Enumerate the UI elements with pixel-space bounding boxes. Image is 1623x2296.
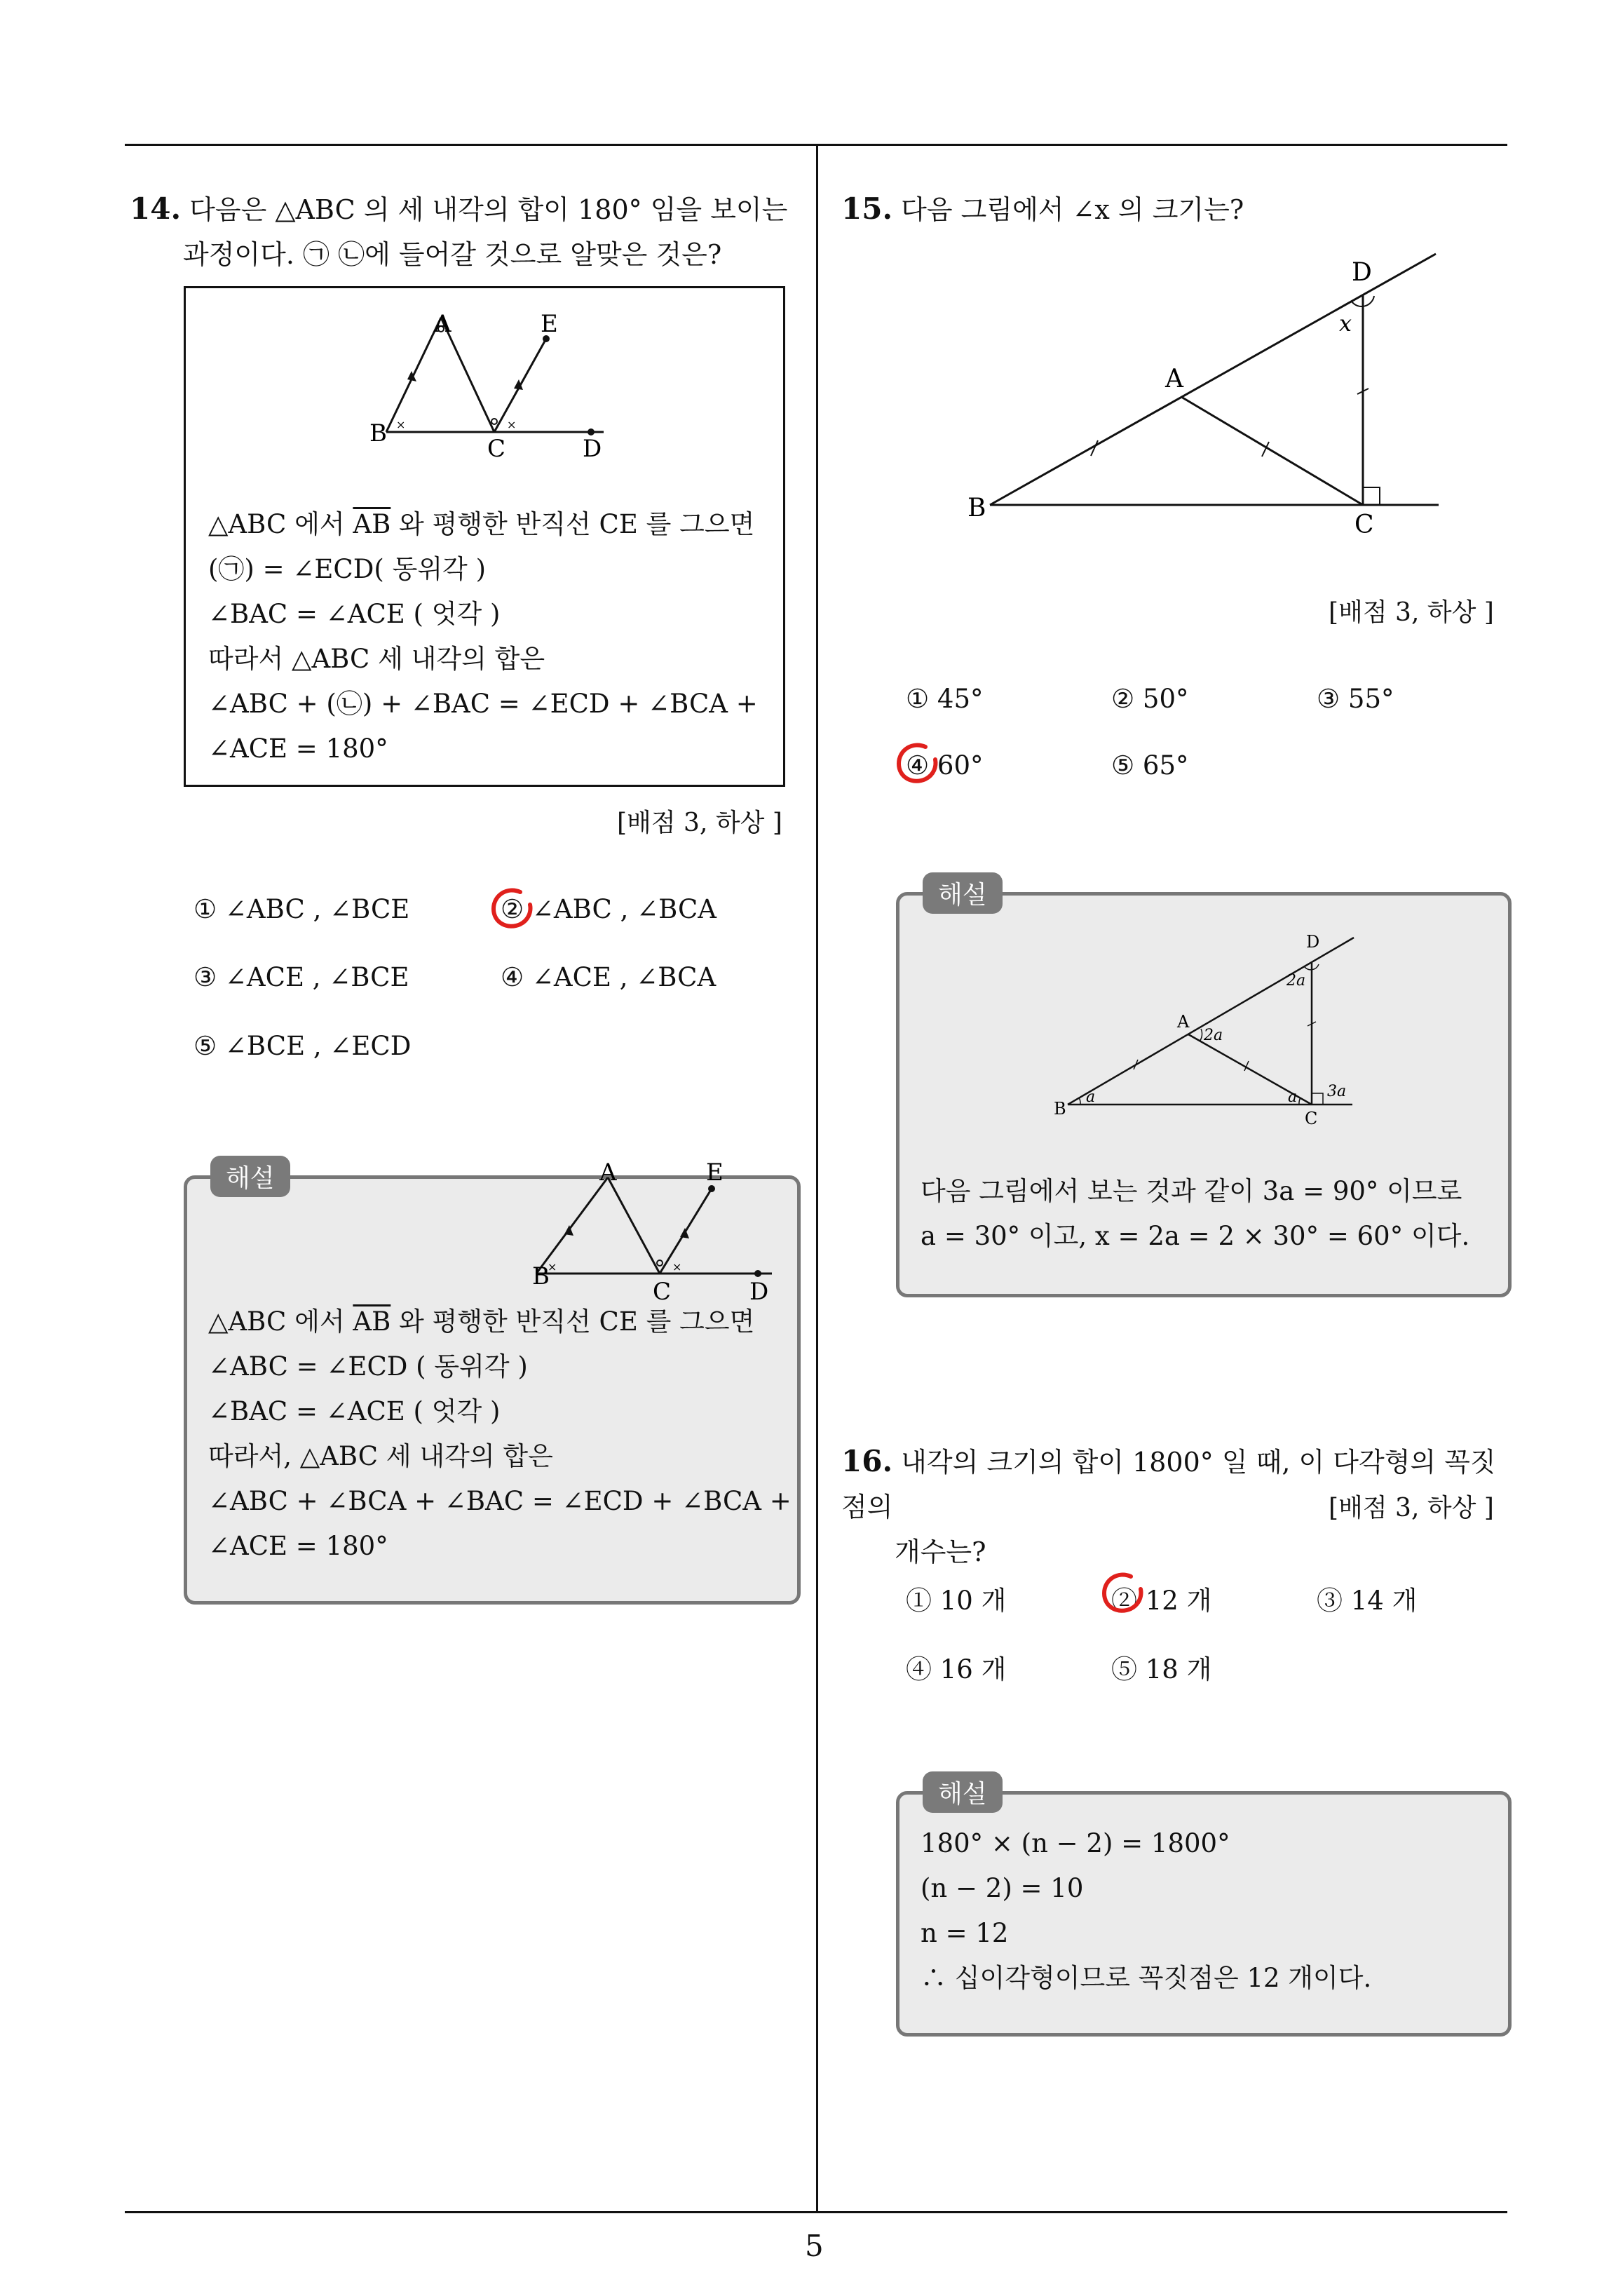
q14-box-line4: 따라서 △ABC 세 내각의 합은: [208, 644, 545, 674]
q15-option-1[interactable]: ① 45°: [906, 684, 984, 714]
q14-score: [배점 3, 하상 ]: [617, 809, 782, 837]
q14-sol-fig-label-D: D: [749, 1278, 769, 1306]
q16-option-4[interactable]: ④ 16 개: [906, 1654, 1007, 1684]
q15-text: 다음 그림에서 ∠x 의 크기는?: [901, 194, 1244, 225]
q14-box-line3: ∠BAC = ∠ACE ( 엇각 ): [208, 599, 501, 629]
q15-fig-label-A: A: [1165, 365, 1183, 393]
q14-answer-mark-icon: [487, 884, 537, 934]
q15-score: [배점 3, 하상 ]: [1329, 598, 1494, 627]
q15-sol-fig-label-C: C: [1305, 1109, 1318, 1128]
q14-option-1[interactable]: ① ∠ABC , ∠BCE: [193, 894, 410, 924]
q15-sol-fig-label-3a: 3a: [1327, 1083, 1347, 1100]
q16-text-line2: 개수는?: [895, 1537, 986, 1567]
q15-question: [841, 187, 1244, 232]
q14-fig-label-A: A: [434, 310, 451, 338]
q15-sol-line2: a = 30° 이고, x = 2a = 2 × 30° = 60° 이다.: [921, 1221, 1470, 1251]
q14-box-line5: ∠ABC + (㉡) + ∠BAC = ∠ECD + ∠BCA +: [208, 689, 758, 719]
q15-option-3[interactable]: ③ 55°: [1317, 684, 1394, 714]
q15-sol-fig-label-B: B: [1054, 1099, 1066, 1119]
q15-fig-label-B: B: [967, 494, 986, 522]
svg-text:×: ×: [548, 1260, 557, 1274]
q14-solution-tag: 해설: [210, 1156, 290, 1197]
q14-sol-fig-label-B: B: [532, 1262, 550, 1290]
q14-sol-line2: ∠ABC = ∠ECD ( 동위각 ): [208, 1351, 528, 1382]
q14-sol-line1: △ABC 에서 $\overline{AB}$ 와 평행한 반직선 CE 를 그으면: [208, 1306, 755, 1337]
q15-option-4[interactable]: ④ 60°: [906, 750, 984, 781]
q16-sol-line4: ∴ 십이각형이므로 꼭짓점은 12 개이다.: [921, 1963, 1372, 1993]
q15-sol-fig-label-D: D: [1306, 932, 1320, 952]
q14-sol-fig-label-A: A: [599, 1159, 617, 1187]
q14-option-5[interactable]: ⑤ ∠BCE , ∠ECD: [193, 1031, 412, 1061]
q14-sol-line6: ∠ACE = 180°: [208, 1531, 388, 1561]
q15-answer-mark-icon: [892, 738, 942, 789]
q16-solution-box: [896, 1791, 1512, 2037]
q14-fig-label-C: C: [487, 435, 506, 463]
q14-sol-line4: 따라서, △ABC 세 내각의 합은: [208, 1441, 553, 1471]
q14-sol-fig-label-E: E: [706, 1159, 724, 1187]
q16-option-1[interactable]: ① 10 개: [906, 1586, 1007, 1616]
q15-sol-fig-label-2a-a: 2a: [1204, 1027, 1223, 1044]
q15-sol-line1: 다음 그림에서 보는 것과 같이 3a = 90° 이므로: [921, 1176, 1462, 1206]
q14-sol-fig-label-C: C: [653, 1278, 672, 1306]
q15-option-2[interactable]: ② 50°: [1111, 684, 1189, 714]
q15-sol-fig-label-a-b: a: [1086, 1088, 1096, 1106]
q14-sol-line5: ∠ABC + ∠BCA + ∠BAC = ∠ECD + ∠BCA +: [208, 1486, 792, 1516]
svg-text:×: ×: [672, 1260, 682, 1274]
q14-figure: [186, 288, 787, 464]
q14-question: [130, 187, 803, 277]
q14-solution-box: [184, 1159, 801, 1605]
q16-text-line1: 내각의 크기의 합이 1800° 일 때, 이 다각형의 꼭짓점의: [841, 1447, 1496, 1522]
q14-sol-line3: ∠BAC = ∠ACE ( 엇각 ): [208, 1396, 501, 1426]
q16-sol-line3: n = 12: [921, 1918, 1009, 1948]
q15-number: 15.: [841, 191, 893, 226]
svg-text:×: ×: [507, 418, 517, 431]
column-divider: [816, 144, 818, 2213]
q15-figure: [967, 245, 1458, 540]
q14-fig-label-B: B: [369, 419, 387, 447]
q14-proof-box: [184, 286, 785, 787]
q15-solution-tag: 해설: [923, 872, 1003, 914]
q15-fig-label-C: C: [1354, 511, 1374, 539]
q16-number: 16.: [841, 1444, 893, 1478]
q15-solution-box: [896, 892, 1512, 1297]
q16-solution-tag: 해설: [923, 1771, 1003, 1813]
q14-fig-label-D: D: [583, 435, 602, 463]
q16-sol-line1: 180° × (n − 2) = 1800°: [921, 1828, 1230, 1858]
q14-text-line2: 과정이다. ㉠ ㉡에 들어갈 것으로 알맞은 것은?: [183, 239, 722, 270]
q14-text-line1: 다음은 △ABC 의 세 내각의 합이 180° 임을 보이는: [189, 194, 788, 225]
bottom-rule: [125, 2211, 1507, 2213]
svg-text:×: ×: [396, 418, 406, 431]
q15-sol-fig-label-A: A: [1177, 1012, 1190, 1032]
q15-fig-label-D: D: [1352, 258, 1372, 287]
q14-fig-label-E: E: [541, 310, 558, 338]
q14-option-4[interactable]: ④ ∠ACE , ∠BCA: [501, 962, 717, 992]
q15-sol-fig-label-2a-d: 2a: [1286, 972, 1306, 990]
q14-option-2[interactable]: ② ∠ABC , ∠BCA: [501, 894, 717, 924]
q14-number: 14.: [130, 191, 182, 226]
q16-sol-line2: (n − 2) = 10: [921, 1873, 1084, 1903]
q16-option-5[interactable]: ⑤ 18 개: [1111, 1654, 1212, 1684]
q16-option-3[interactable]: ③ 14 개: [1317, 1586, 1418, 1616]
q14-box-line6: ∠ACE = 180°: [208, 734, 388, 764]
q15-sol-fig-label-a-c: a: [1288, 1088, 1298, 1106]
page-number: 5: [805, 2229, 824, 2263]
q16-answer-mark-icon: [1097, 1568, 1148, 1619]
q15-fig-label-x: x: [1339, 310, 1352, 337]
q14-box-line2: (㉠) = ∠ECD( 동위각 ): [208, 554, 486, 584]
q15-option-5[interactable]: ⑤ 65°: [1111, 750, 1189, 781]
q14-box-line1: △ABC 에서 $\overline{AB}$ 와 평행한 반직선 CE 를 그으면: [208, 509, 755, 539]
q15-solution-figure: [1040, 931, 1376, 1141]
q14-option-3[interactable]: ③ ∠ACE , ∠BCE: [193, 962, 409, 992]
q16-score: [배점 3, 하상 ]: [1329, 1494, 1494, 1522]
q16-option-2[interactable]: ② 12 개: [1111, 1586, 1212, 1616]
